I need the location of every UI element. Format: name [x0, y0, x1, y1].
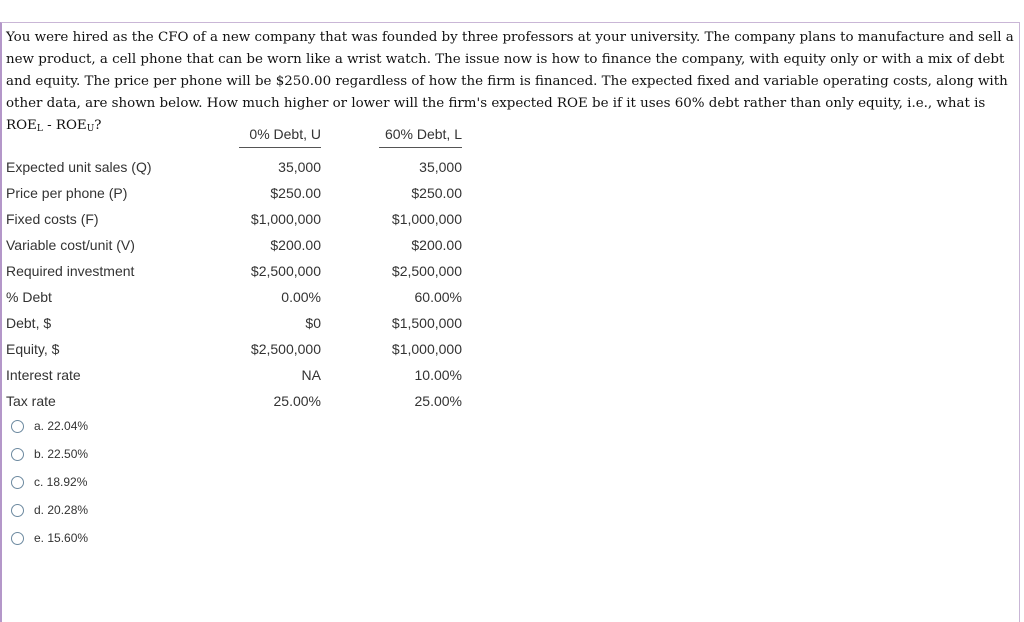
radio-button[interactable]	[11, 504, 24, 517]
row-label: Required investment	[6, 263, 135, 279]
subscript-u: U	[86, 124, 95, 134]
option-label: d. 20.28%	[34, 503, 89, 517]
option-label: c. 18.92%	[34, 475, 88, 489]
answer-option[interactable]	[11, 412, 88, 440]
value-levered: 60.00%	[414, 289, 462, 305]
option-label: b. 22.50%	[34, 447, 89, 461]
value-unlevered: $200.00	[270, 237, 321, 253]
value-levered: 35,000	[419, 159, 462, 175]
radio-button[interactable]	[11, 532, 24, 545]
header-unlevered: 0% Debt, U	[231, 122, 321, 154]
value-levered: $1,500,000	[391, 315, 462, 331]
subscript-l: L	[36, 124, 43, 134]
value-unlevered: $0	[305, 315, 321, 331]
row-label: Variable cost/unit (V)	[6, 237, 135, 253]
value-levered: $2,500,000	[391, 263, 462, 279]
radio-button[interactable]	[11, 448, 24, 461]
value-unlevered: 35,000	[278, 159, 321, 175]
value-levered: $1,000,000	[391, 341, 462, 357]
value-unlevered: 0.00%	[281, 289, 321, 305]
answer-options	[11, 412, 88, 552]
table-row	[6, 310, 462, 336]
answer-option[interactable]	[11, 524, 88, 552]
table-row	[6, 154, 462, 180]
table-row	[6, 336, 462, 362]
table-row	[6, 284, 462, 310]
value-unlevered: $2,500,000	[250, 263, 321, 279]
table-body	[6, 154, 462, 414]
value-levered: $250.00	[411, 185, 462, 201]
table-row	[6, 206, 462, 232]
row-label: Equity, $	[6, 341, 60, 357]
value-unlevered: 25.00%	[273, 393, 321, 409]
answer-option[interactable]	[11, 496, 88, 524]
value-levered: 25.00%	[414, 393, 462, 409]
answer-option[interactable]	[11, 440, 88, 468]
value-levered: 10.00%	[414, 367, 462, 383]
table-row	[6, 388, 462, 414]
radio-button[interactable]	[11, 420, 24, 433]
data-table	[6, 122, 462, 414]
value-unlevered: NA	[301, 367, 321, 383]
table-row	[6, 180, 462, 206]
header-blank	[6, 122, 231, 154]
row-label: Fixed costs (F)	[6, 211, 99, 227]
question-mid: - ROE	[42, 118, 87, 133]
table-row	[6, 232, 462, 258]
option-label: e. 15.60%	[34, 531, 89, 545]
question-body: You were hired as the CFO of a new company that was founded by three professors at your university. The company plans to manufacture and sell a new product, a cell phone that can be worn like a wrist watch. The issue now is how to finance the company, with equity only or with a mix of debt and equity. The price per phone will be $250.00 regardless of how the firm is financed. The expected fixed and variable operating costs, along with other data, are shown below. How much higher or lower will the firm's expected ROE be if it uses 60% debt rather than only equity, i.e., what is ROE	[6, 30, 1014, 133]
row-label: Tax rate	[6, 393, 56, 409]
row-label: Expected unit sales (Q)	[6, 159, 152, 175]
value-unlevered: $1,000,000	[250, 211, 321, 227]
row-label: Price per phone (P)	[6, 185, 128, 201]
table-row	[6, 362, 462, 388]
value-unlevered: $2,500,000	[250, 341, 321, 357]
row-label: Interest rate	[6, 367, 81, 383]
question-end: ?	[94, 118, 102, 133]
value-unlevered: $250.00	[270, 185, 321, 201]
value-levered: $200.00	[411, 237, 462, 253]
table-row	[6, 258, 462, 284]
table-header-row	[6, 122, 462, 154]
option-label: a. 22.04%	[34, 419, 89, 433]
radio-button[interactable]	[11, 476, 24, 489]
row-label: Debt, $	[6, 315, 52, 331]
value-levered: $1,000,000	[391, 211, 462, 227]
header-levered: 60% Debt, L	[321, 122, 462, 154]
row-label: % Debt	[6, 289, 52, 305]
answer-option[interactable]	[11, 468, 88, 496]
